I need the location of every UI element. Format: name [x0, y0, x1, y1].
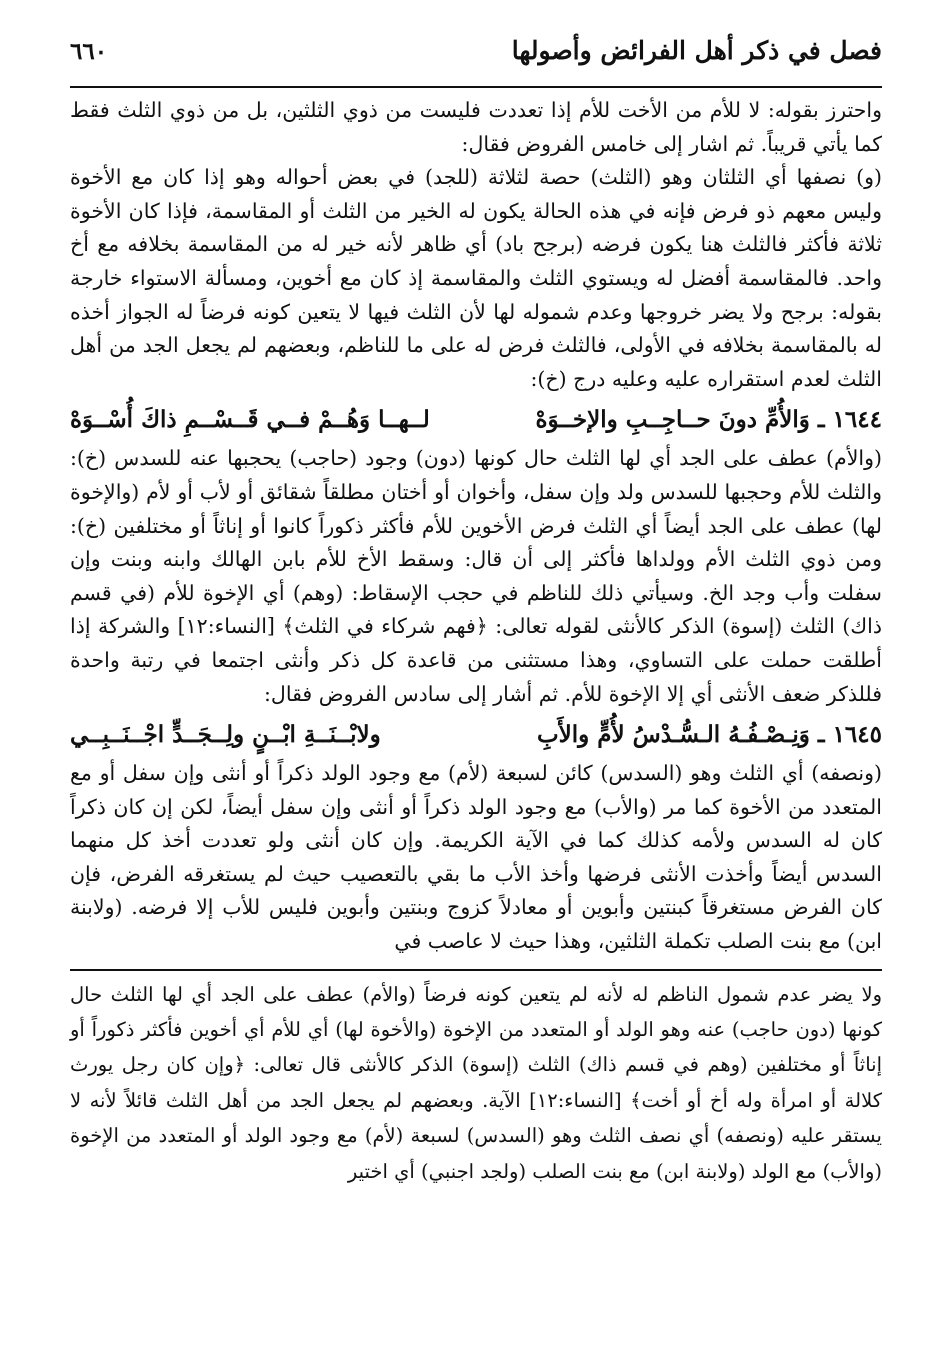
verse-hemistich-first: ١٦٤٥ ـ وَنِـصْـفُـهُ الـسُّـدْسُ لأُمٍّ والأَبِ	[537, 721, 882, 749]
verse-hemistich-second: لــهــا وَهُــمْ فــي قَــسْــمِ ذاكَ أُسْــوَهْ	[70, 406, 430, 434]
verse-hemistich-second: ولابْــنَــةِ ابْــنٍ ولِــجَــدٍّ اجْــنَــبِــي	[70, 721, 381, 749]
verse-line	[70, 400, 882, 440]
main-text	[70, 94, 882, 959]
page-number: ٦٦٠	[70, 38, 108, 65]
paragraph: (والأم) عطف على الجد أي لها الثلث حال كونها (دون) وجود (حاجب) يحجبها عنه للسدس (خ): والثلث للأم وحجبها للسدس ولد وإن سفل، وأخوان أو أختان مطلقاً شقائق أو لأب أو لأم (والإخوة لها) عطف على الجد أيضاً أي الثلث فرض الأخوين للأم فأكثر ذكوراً كانوا أو إناثاً أو مختلفين (خ): ومن ذوي الثلث الأم وولداها فأكثر إلى أن قال: وسقط الأخ للأم بابن الهالك وابنه وبنت وإن سفلت وأب وجد الخ. وسيأتي ذلك للناظم في حجب الإسقاط: (وهم) أي الإخوة للأم (في قسم ذاك) الثلث (إسوة) الذكر كالأنثى لقوله تعالى: ﴿فهم شركاء في الثلث﴾ [النساء:١٢] والشركة إذا أطلقت حملت على التساوي، وهذا مستثنى من قاعدة كل ذكر وأنثى اجتمعا في رتبة واحدة فللذكر ضعف الأنثى أي إلا الإخوة للأم. ثم أشار إلى سادس الفروض فقال:	[70, 446, 882, 706]
footnote-paragraph: ولا يضر عدم شمول الناظم له لأنه لم يتعين كونه فرضاً (والأم) عطف على الجد أي لها الثلث حال كونها (دون حاجب) عنه وهو الولد أو المتعدد من الإخوة (والأخوة لها) أي للأم أي أخوين فأكثر ذكوراً أو إناثاً أو مختلفين (وهم في قسم ذاك) الثلث (إسوة) الذكر كالأنثى قال تعالى: ﴿وإن كان رجل يورث كلالة أو امرأة وله أخ أو أخت﴾ [النساء:١٢] الآية. وبعضهم لم يجعل الجد من أهل الثلث قائلاً لأنه لا يستقر عليه (ونصفه) أي نصف الثلث وهو (السدس) لسبعة (لأم) مع وجود الولد أو المتعدد من الإخوة (والأب) مع الولد (ولابنة ابن) مع بنت الصلب (ولجد اجنبي) أي اختير	[70, 982, 882, 1183]
verse-line	[70, 715, 882, 755]
footnote-divider	[70, 969, 882, 971]
paragraph: واحترز بقوله: لا للأم من الأخت للأم إذا تعددت فليست من ذوي الثلثين، بل من ذوي الثلث فقط كما يأتي قريباً. ثم اشار إلى خامس الفروض فقال:	[70, 98, 882, 156]
verse-hemistich-first: ١٦٤٤ ـ وَالأُمِّ دونَ حــاجِــبِ والإخــوَهْ	[535, 406, 882, 434]
running-title: فصل في ذكر أهل الفرائض وأصولها	[511, 36, 882, 65]
paragraph: (و) نصفها أي الثلثان وهو (الثلث) حصة لثلاثة (للجد) في بعض أحواله وهو إذا كان مع الأخوة وليس معهم ذو فرض فإنه في هذه الحالة يكون له الخير من الثلث أو المقاسمة، فإذا كان الأخوة ثلاثة فأكثر فالثلث هنا يكون فرضه (برجح باد) أي ظاهر لأنه خير له من المقاسمة بخلافه مع أخ واحد. فالمقاسمة أفضل له ويستوي الثلث والمقاسمة إذ كان مع أخوين، ومسألة الاستواء خارجة بقوله: برجح ولا يضر خروجها وعدم شموله لها لأن الثلث فيها لا يتعين كونه فرضاً له الجواز أخذه له بالمقاسمة بخلافه في الأولى، فالثلث فرض له على ما للناظم، وبعضهم لم يجعل الجد من أهل الثلث لعدم استقراره عليه وعليه درج (خ):	[70, 165, 882, 391]
footnotes	[70, 977, 882, 1189]
paragraph: (ونصفه) أي الثلث وهو (السدس) كائن لسبعة (لأم) مع وجود الولد ذكراً أو أنثى وإن سفل أو مع المتعدد من الأخوة كما مر (والأب) مع وجود الولد ذكراً أو أنثى وإن سفل أيضاً، لكن إن كان ذكراً كان له السدس ولأمه كذلك كما في الآية الكريمة. وإن كان أنثى ولو تعددت أخذ كل منهما السدس أيضاً وأخذت الأنثى فرضها وأخذ الأب ما بقي بالتعصيب حيث لم يستغرقه الفرض، فإن كان الفرض مستغرقاً كبنتين وأبوين أو معادلاً كزوج وبنتين وأبوين فليس للأب إلا فرضه. (ولابنة ابن) مع بنت الصلب تكملة الثلثين، وهذا حيث لا عاصب في	[70, 761, 882, 954]
page-header	[70, 36, 882, 88]
